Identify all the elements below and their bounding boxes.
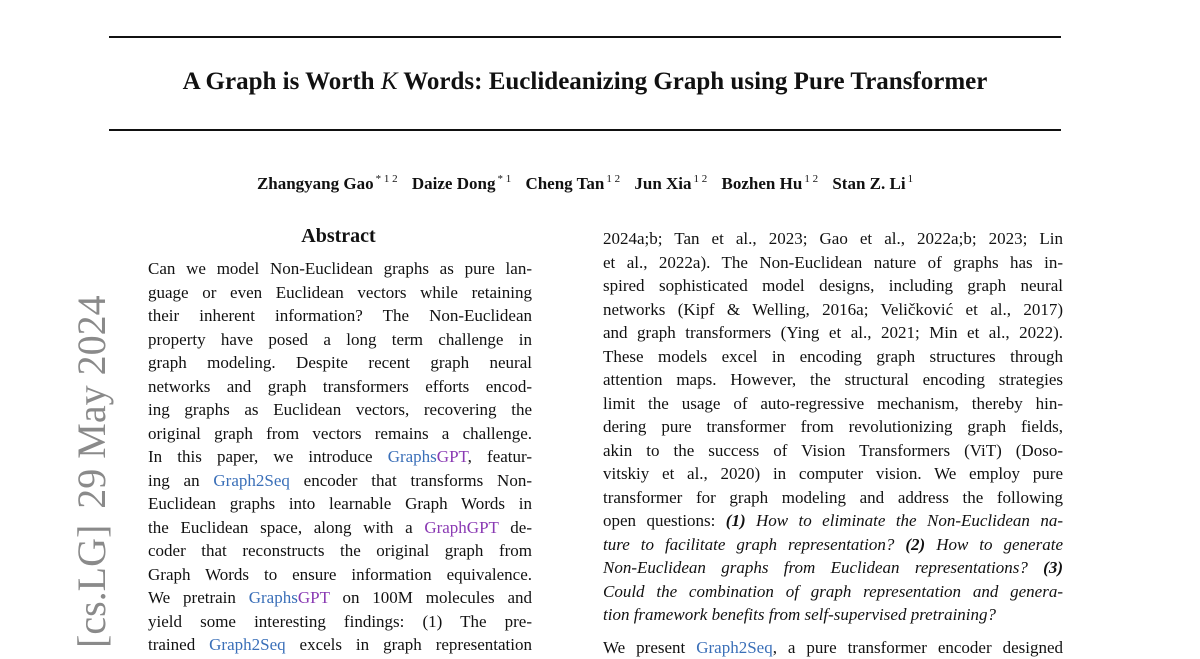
abstract-body	[148, 257, 532, 657]
abstract-line: Graph Words to ensure information equivalence.	[148, 563, 532, 587]
author-affiliation: 1 2	[606, 173, 620, 185]
author-name: Stan Z. Li	[832, 174, 905, 193]
graph2seq-link[interactable]: Graph2Seq	[696, 638, 772, 657]
title-rule-top	[109, 36, 1061, 38]
arxiv-side-stamp	[70, 295, 114, 648]
abstract-line: graph modeling. Despite recent graph neural	[148, 351, 532, 375]
intro-line: vitskiy et al., 2020) in computer vision. We employ pure	[603, 462, 1063, 486]
abstract-line: yield some interesting findings: (1) The pre-	[148, 610, 532, 634]
intro-line: and graph transformers (Ying et al., 2021; Min et al., 2022).	[603, 321, 1063, 345]
author	[722, 174, 819, 193]
intro-line: et al., 2022a). The Non-Euclidean nature of graphs has in-	[603, 251, 1063, 275]
abstract-heading: Abstract	[148, 225, 529, 248]
author-affiliation: 1	[908, 173, 914, 185]
author-affiliation: * 1	[497, 173, 511, 185]
graphgpt-link[interactable]: GraphGPT	[424, 518, 498, 537]
title-k-symbol: K	[381, 68, 398, 95]
abstract-line: their inherent information? The Non-Euclidean	[148, 304, 532, 328]
intro-line: akin to the success of Vision Transformers (ViT) (Doso-	[603, 439, 1063, 463]
title-text-1: A Graph is Worth	[183, 68, 381, 95]
abstract-line: ing graphs as Euclidean vectors, recovering the	[148, 398, 532, 422]
graphsgpt-link[interactable]: GraphsGPT	[249, 588, 330, 607]
author-name: Jun Xia	[634, 174, 691, 193]
intro-line: open questions: (1) How to eliminate the Non-Euclidean na-	[603, 509, 1063, 533]
intro-body	[603, 227, 1063, 659]
abstract-line: trained Graph2Seq excels in graph representation	[148, 633, 532, 657]
author	[412, 174, 511, 193]
abstract-line: property have posed a long term challenge in	[148, 328, 532, 352]
intro-line: Non-Euclidean graphs from Euclidean representations? (3)	[603, 556, 1063, 580]
abstract-line: In this paper, we introduce GraphsGPT, featur-	[148, 445, 532, 469]
abstract-line: We pretrain GraphsGPT on 100M molecules and	[148, 586, 532, 610]
intro-line: transformer for graph modeling and address the following	[603, 486, 1063, 510]
abstract-line: the Euclidean space, along with a GraphGPT de-	[148, 516, 532, 540]
author	[832, 174, 913, 193]
intro-line: spired sophisticated model designs, including graph neural	[603, 274, 1063, 298]
author-affiliation: 1 2	[694, 173, 708, 185]
author	[634, 174, 707, 193]
intro-line: Could the combination of graph representation and genera-	[603, 580, 1063, 604]
intro-line: ture to facilitate graph representation? (2) How to generate	[603, 533, 1063, 557]
author-affiliation: * 1 2	[376, 173, 398, 185]
author	[525, 174, 620, 193]
author-name: Zhangyang Gao	[257, 174, 374, 193]
graph2seq-link[interactable]: Graph2Seq	[213, 471, 289, 490]
intro-line: We present Graph2Seq, a pure transformer encoder designed	[603, 636, 1063, 659]
author-name: Daize Dong	[412, 174, 496, 193]
author-list	[0, 173, 1170, 194]
intro-line: attention maps. However, the structural encoding strategies	[603, 368, 1063, 392]
arxiv-category: [cs.LG]	[69, 525, 114, 648]
author	[257, 174, 398, 193]
intro-line: dering pure transformer from revolutionizing graph fields,	[603, 415, 1063, 439]
graphsgpt-link[interactable]: GraphsGPT	[388, 447, 468, 466]
graph2seq-link[interactable]: Graph2Seq	[209, 635, 285, 654]
abstract-line: networks and graph transformers efforts encod-	[148, 375, 532, 399]
intro-line: tion framework benefits from self-supervised pretraining?	[603, 603, 1063, 627]
author-name: Cheng Tan	[525, 174, 604, 193]
intro-line: These models excel in encoding graph structures through	[603, 345, 1063, 369]
intro-line: networks (Kipf & Welling, 2016a; Veličković et al., 2017)	[603, 298, 1063, 322]
paper-title	[0, 68, 1170, 96]
author-name: Bozhen Hu	[722, 174, 803, 193]
abstract-line: guage or even Euclidean vectors while retaining	[148, 281, 532, 305]
title-text-2: Words: Euclideanizing Graph using Pure Transformer	[398, 68, 988, 95]
abstract-line: ing an Graph2Seq encoder that transforms Non-	[148, 469, 532, 493]
abstract-line: Can we model Non-Euclidean graphs as pure lan-	[148, 257, 532, 281]
abstract-line: original graph from vectors remains a challenge.	[148, 422, 532, 446]
arxiv-date: 29 May 2024	[69, 295, 114, 508]
abstract-line: coder that reconstructs the original graph from	[148, 539, 532, 563]
intro-line: 2024a;b; Tan et al., 2023; Gao et al., 2022a;b; 2023; Lin	[603, 227, 1063, 251]
abstract-line: Euclidean graphs into learnable Graph Words in	[148, 492, 532, 516]
title-rule-bottom	[109, 129, 1061, 131]
author-affiliation: 1 2	[804, 173, 818, 185]
intro-line: limit the usage of auto-regressive mechanism, thereby hin-	[603, 392, 1063, 416]
